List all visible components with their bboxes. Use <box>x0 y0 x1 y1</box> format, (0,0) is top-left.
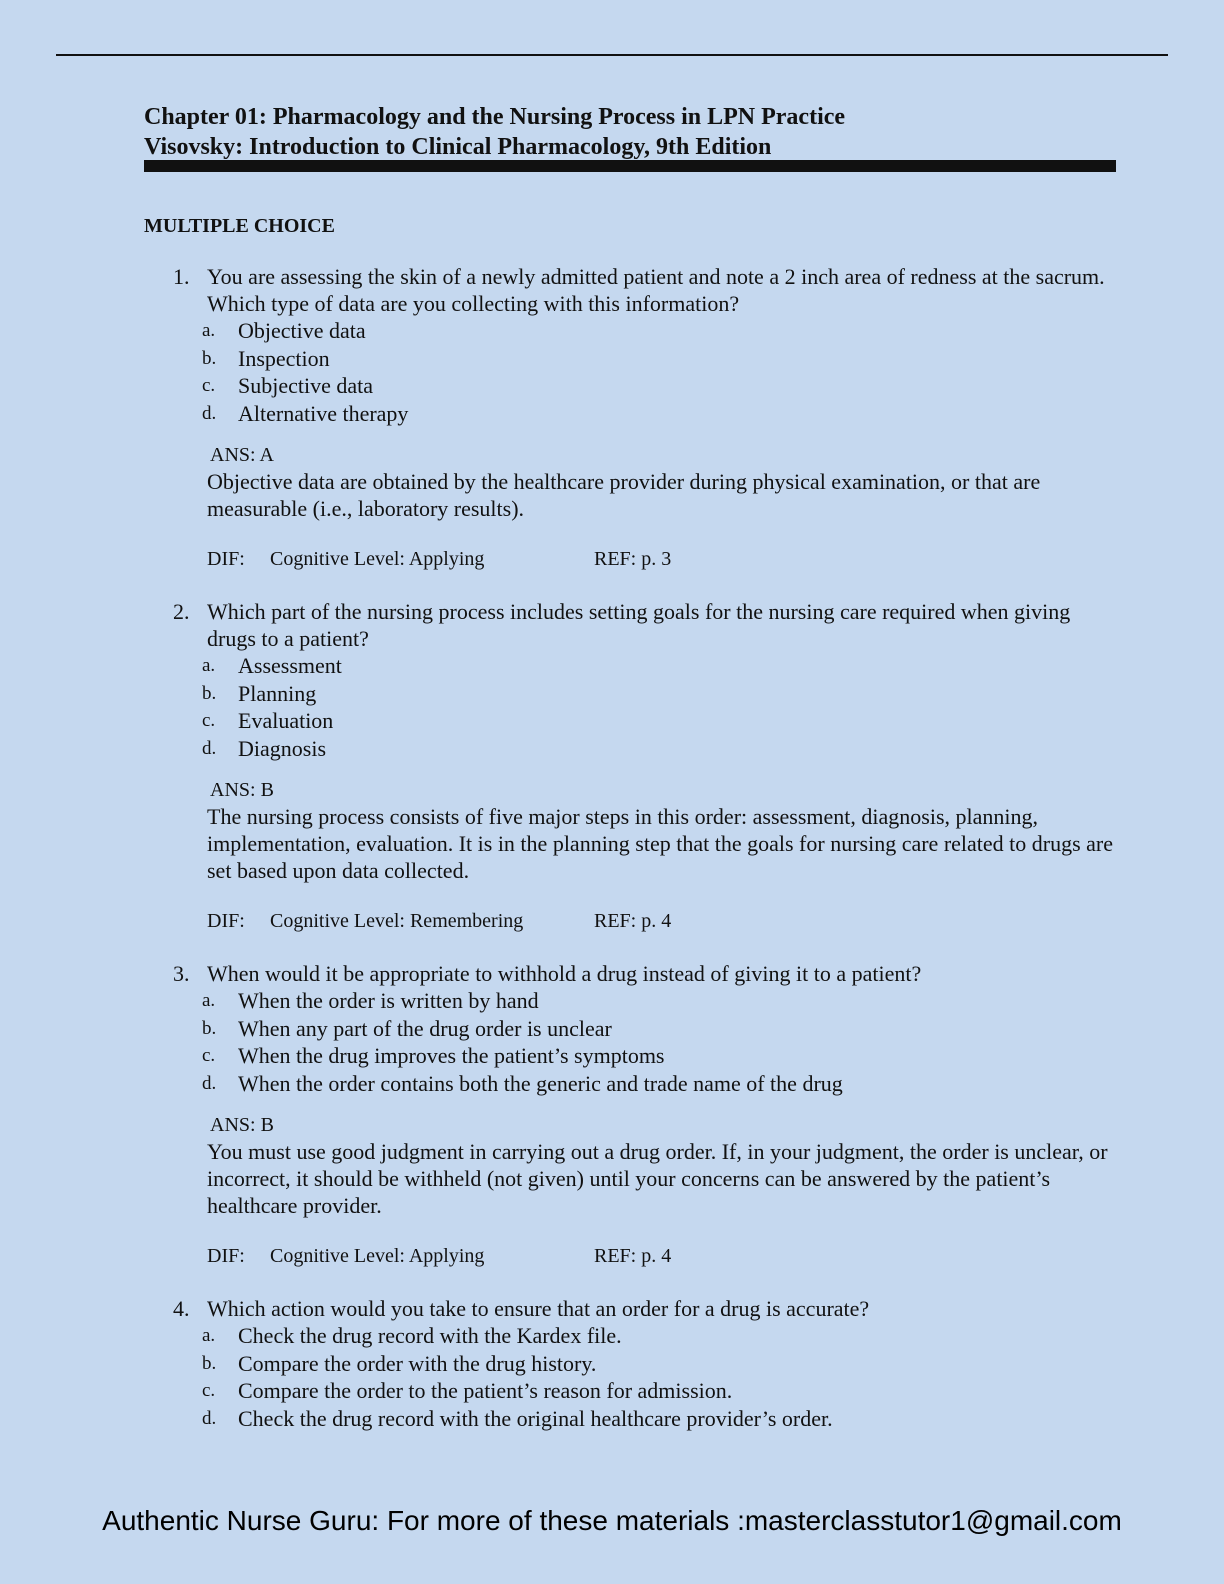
question-2 <box>144 598 1124 934</box>
option-letter: a. <box>202 1325 216 1346</box>
option-b <box>144 1015 1124 1043</box>
cognitive-level: Cognitive Level: Applying <box>270 1245 485 1267</box>
option-b <box>144 1350 1124 1378</box>
option-letter: a. <box>202 655 216 676</box>
question-4 <box>144 1295 1124 1432</box>
option-a <box>144 1322 1124 1350</box>
option-b <box>144 345 1124 373</box>
document-header <box>144 102 1116 162</box>
option-letter: c. <box>202 1045 216 1066</box>
dif-label: DIF: <box>207 548 245 570</box>
option-d <box>144 1070 1124 1098</box>
question-stem <box>144 960 1124 987</box>
option-text: When any part of the drug order is unclear <box>238 1015 612 1041</box>
answer-key: ANS: B <box>210 1114 274 1136</box>
chapter-title: Chapter 01: Pharmacology and the Nursing Process in LPN Practice <box>144 104 846 130</box>
option-letter: a. <box>202 990 216 1011</box>
option-text: When the order contains both the generic and trade name of the drug <box>238 1070 843 1096</box>
option-letter: d. <box>202 1072 217 1094</box>
option-text: Inspection <box>238 345 330 371</box>
page-reference: REF: p. 3 <box>594 548 672 570</box>
dif-label: DIF: <box>207 910 245 932</box>
option-text: Subjective data <box>238 373 374 398</box>
option-text: Check the drug record with the original healthcare provider’s order. <box>238 1405 833 1431</box>
option-text: When the order is written by hand <box>238 988 539 1013</box>
option-letter: d. <box>202 737 217 759</box>
option-text: Planning <box>238 680 317 706</box>
option-letter: b. <box>202 347 217 369</box>
metadata-row <box>144 1243 1124 1269</box>
rationale: The nursing process consists of five major steps in this order: assessment, diagnosis, planning, implementation, evaluation. It is in the planning step that the goals for nursing care related to drugs are set based upon data collected. <box>207 804 1114 883</box>
top-rule <box>56 54 1168 56</box>
question-number: 1. <box>173 264 190 289</box>
option-a <box>144 317 1124 345</box>
cognitive-level: Cognitive Level: Applying <box>270 548 485 570</box>
question-3 <box>144 960 1124 1269</box>
page-reference: REF: p. 4 <box>594 1245 672 1267</box>
option-letter: c. <box>202 710 216 731</box>
answer-options <box>144 317 1124 427</box>
option-a <box>144 652 1124 680</box>
option-c <box>144 1377 1124 1405</box>
option-letter: b. <box>202 682 217 704</box>
option-c <box>144 1042 1124 1070</box>
answer-key: ANS: A <box>210 444 274 466</box>
question-text: When would it be appropriate to withhold a drug instead of giving it to a patient? <box>207 961 922 986</box>
option-text: Objective data <box>238 318 366 343</box>
section-title: MULTIPLE CHOICE <box>144 215 335 237</box>
option-d <box>144 735 1124 763</box>
option-d <box>144 400 1124 428</box>
option-letter: c. <box>202 1380 216 1401</box>
option-text: Compare the order to the patient’s reason for admission. <box>238 1378 733 1403</box>
header-bar <box>144 160 1116 172</box>
option-text: Diagnosis <box>238 735 326 761</box>
rationale: Objective data are obtained by the healthcare provider during physical examination, or that are measurable (i.e., laboratory results). <box>207 469 1041 521</box>
option-letter: c. <box>202 375 216 396</box>
answer-key: ANS: B <box>210 779 274 801</box>
footer-promo: Authentic Nurse Guru: For more of these materials :masterclasstutor1@gmail.com <box>102 1505 1122 1536</box>
option-text: Alternative therapy <box>238 400 409 426</box>
answer-options <box>144 1322 1124 1432</box>
question-number: 3. <box>173 961 190 986</box>
question-stem <box>144 263 1124 317</box>
question-number: 2. <box>173 599 190 624</box>
question-stem <box>144 598 1124 652</box>
cognitive-level: Cognitive Level: Remembering <box>270 910 524 932</box>
option-b <box>144 680 1124 708</box>
option-c <box>144 707 1124 735</box>
option-text: Compare the order with the drug history. <box>238 1350 597 1376</box>
option-letter: d. <box>202 402 217 424</box>
option-text: When the drug improves the patient’s symptoms <box>238 1043 665 1068</box>
question-text: Which part of the nursing process includes setting goals for the nursing care required when giving drugs to a patient? <box>207 599 1071 651</box>
metadata-row <box>144 908 1124 934</box>
option-a <box>144 987 1124 1015</box>
option-letter: b. <box>202 1352 217 1374</box>
option-text: Assessment <box>238 653 342 678</box>
option-d <box>144 1405 1124 1433</box>
book-title: Visovsky: Introduction to Clinical Pharmacology, 9th Edition <box>144 134 772 160</box>
dif-label: DIF: <box>207 1245 245 1267</box>
page-reference: REF: p. 4 <box>594 910 672 932</box>
question-text: Which action would you take to ensure that an order for a drug is accurate? <box>207 1296 870 1321</box>
option-text: Evaluation <box>238 708 334 733</box>
question-stem <box>144 1295 1124 1322</box>
option-c <box>144 372 1124 400</box>
question-number: 4. <box>173 1296 190 1321</box>
option-letter: b. <box>202 1017 217 1039</box>
answer-options <box>144 652 1124 762</box>
option-letter: d. <box>202 1407 217 1429</box>
metadata-row <box>144 546 1124 572</box>
option-letter: a. <box>202 320 216 341</box>
option-text: Check the drug record with the Kardex file. <box>238 1323 622 1348</box>
question-text: You are assessing the skin of a newly admitted patient and note a 2 inch area of redness at the sacrum. Which type of data are you collecting with this information? <box>207 264 1105 316</box>
rationale: You must use good judgment in carrying out a drug order. If, in your judgment, the order is unclear, or incorrect, it should be withheld (not given) until your concerns can be answered by the patient’s healthcare provider. <box>207 1139 1108 1218</box>
answer-options <box>144 987 1124 1097</box>
question-1 <box>144 263 1124 572</box>
